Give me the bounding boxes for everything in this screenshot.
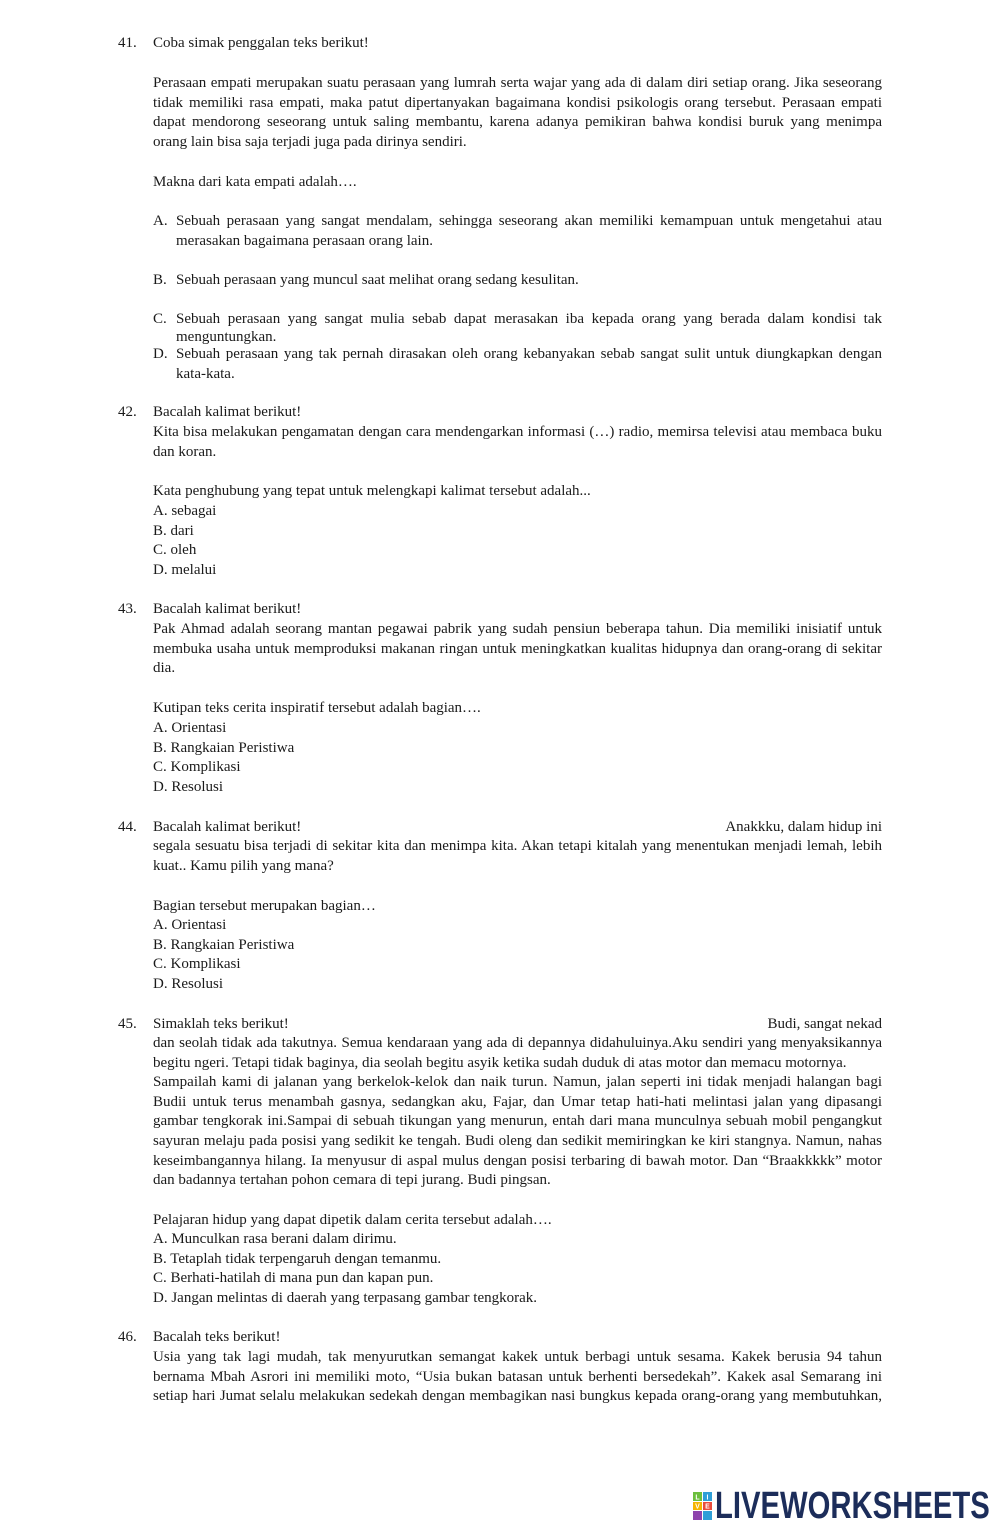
- option-line: Sebuah perasaan yang sangat mendalam, sehingga seseorang akan memiliki kemampuan untuk mengetahui atau: [176, 213, 882, 229]
- passage-line: Sampailah kami di jalanan yang berkelok-kelok dan naik turun. Namun, jalan seperti ini tidak menjadi halangan bagi: [153, 1074, 882, 1091]
- passage-line: dan koran.: [153, 443, 217, 460]
- passage-line: gambar tengkorak ini.Sampai di sebuah tikungan yang menurun, entah dari mana munculnya sebuah mobil pengangkut: [153, 1113, 882, 1130]
- svg-text:I: I: [706, 1494, 709, 1502]
- options-list: [153, 1230, 882, 1308]
- passage-line: dan seolah tidak ada takutnya. Semua kendaraan yang ada di depannya didahuluinya.Aku sendiri yang menyaksikannya: [153, 1035, 882, 1051]
- passage-line: Pak Ahmad adalah seorang mantan pegawai pabrik yang sudah pensiun beberapa tahun. Dia memiliki inisiatif untuk: [153, 621, 882, 637]
- liveworksheets-logo-icon: [693, 1492, 713, 1520]
- svg-text:E: E: [705, 1503, 710, 1511]
- passage-line: Kita bisa melakukan pengamatan dengan cara mendengarkan informasi (…) radio, memirsa televisi atau membaca buku: [153, 424, 882, 440]
- passage: [153, 837, 882, 876]
- option-line: kata-kata.: [176, 365, 235, 382]
- question-number: 43.: [118, 601, 137, 617]
- passage-line: Budii untuk terus menambah gasnya, sedangkan aku, Fajar, dan Umar tetap hati-hati melintasi jalan yang dipasangi: [153, 1093, 882, 1110]
- option-a: [153, 212, 882, 251]
- options-list: [153, 502, 882, 580]
- question-prompt: Makna dari kata empati adalah….: [153, 174, 357, 190]
- question-title: Bacalah kalimat berikut!: [153, 819, 302, 835]
- logo-wordmark: LIVEWORKSHEETS: [715, 1485, 990, 1527]
- question-number: 44.: [118, 819, 137, 835]
- option-b: B. Rangkaian Peristiwa: [153, 739, 295, 756]
- option-a: A. Orientasi: [153, 917, 227, 933]
- option-a: A. Munculkan rasa berani dalam dirimu.: [153, 1231, 397, 1247]
- passage: [153, 423, 882, 462]
- passage: [153, 1348, 882, 1407]
- options-list: [153, 916, 882, 994]
- option-letter: B.: [153, 272, 167, 288]
- passage-opening: Anakkku, dalam hidup ini: [725, 819, 882, 835]
- question-prompt: Kutipan teks cerita inspiratif tersebut adalah bagian….: [153, 700, 481, 716]
- question-title: Coba simak penggalan teks berikut!: [153, 35, 369, 51]
- svg-text:L: L: [695, 1494, 700, 1502]
- option-b: B. dari: [153, 522, 194, 539]
- passage-opening: Budi, sangat nekad: [767, 1016, 882, 1032]
- passage-line: dia.: [153, 660, 176, 677]
- option-b: B. Tetaplah tidak terpengaruh dengan temanmu.: [153, 1250, 442, 1267]
- option-c: C. Komplikasi: [153, 956, 241, 973]
- option-d: D. melalui: [153, 561, 217, 578]
- question-number: 46.: [118, 1329, 137, 1345]
- passage-line: bernama Mbah Asrori ini memiliki moto, “Usia bukan batasan untuk berhenti bersedekah”. Kakek asal Semarang ini: [153, 1368, 882, 1385]
- option-letter: A.: [153, 213, 168, 229]
- passage-line: keseimbangannya hilang. Ia menyusur di aspal mulus dengan posisi terbaring di bawah motor. Dan “Braakkkkk” motor: [153, 1152, 882, 1169]
- passage-line: begitu ngeri. Tetapi tidak baginya, dia seolah begitu asyik ketika sudah duduk di atas motor dan memacu motornya.: [153, 1054, 847, 1071]
- passage-line: tidak memiliki rasa empati, maka patut dipertanyakan bagaimana kondisi psikologis orang tersebut. Perasaan empati: [153, 94, 882, 111]
- option-c: C. oleh: [153, 542, 197, 559]
- option-line: menguntungkan.: [176, 328, 277, 345]
- passage: [153, 74, 882, 152]
- option-a: A. sebagai: [153, 503, 217, 519]
- option-line: merasakan bagaimana perasaan orang lain.: [176, 232, 433, 249]
- passage-line: kuat.. Kamu pilih yang mana?: [153, 857, 334, 874]
- question-prompt: Pelajaran hidup yang dapat dipetik dalam cerita tersebut adalah….: [153, 1212, 552, 1228]
- question-number: 42.: [118, 404, 137, 420]
- option-line: Sebuah perasaan yang tak pernah dirasakan oleh orang kebanyakan sebab sangat sulit untuk diungkapkan dengan: [176, 346, 882, 362]
- passage-line: Perasaan empati merupakan suatu perasaan yang lumrah serta wajar yang ada di dalam diri setiap orang. Jika seseorang: [153, 75, 882, 91]
- option-letter: D.: [153, 346, 168, 362]
- option-b: [153, 271, 882, 291]
- option-d: D. Resolusi: [153, 778, 224, 795]
- option-d: D. Resolusi: [153, 975, 224, 992]
- question-title: Bacalah kalimat berikut!: [153, 404, 302, 420]
- svg-text:V: V: [695, 1503, 700, 1511]
- passage: [153, 1034, 882, 1191]
- passage-line: membuka usaha untuk memproduksi makanan ringan untuk meningkatkan kualitas hidupnya dan orang-orang di sekitar: [153, 640, 882, 657]
- question-prompt: Kata penghubung yang tepat untuk melengkapi kalimat tersebut adalah...: [153, 483, 591, 499]
- passage-line: sayuran melaju pada posisi yang sedikit ke tengah. Budi oleng dan sedikit memiringkan ke kiri stangnya. Namun, nahas: [153, 1132, 882, 1149]
- option-line: Sebuah perasaan yang sangat mulia sebab dapat merasakan iba kepada orang yang berada dalam kondisi tak: [176, 311, 882, 327]
- option-line: Sebuah perasaan yang muncul saat melihat orang sedang kesulitan.: [176, 272, 579, 288]
- passage-line: Usia yang tak lagi mudah, tak menyurutkan semangat kakek untuk berbagi untuk sesama. Kakek berusia 94 tahun: [153, 1349, 882, 1365]
- question-title: Simaklah teks berikut!: [153, 1016, 289, 1032]
- passage-line: segala sesuatu bisa terjadi di sekitar kita dan menimpa kita. Akan tetapi kitalah yang menentukan menjadi lemah, lebih: [153, 838, 882, 854]
- option-d: [153, 345, 882, 384]
- passage: [153, 620, 882, 679]
- option-a: A. Orientasi: [153, 720, 227, 736]
- passage-line: dapat mendorong seseorang untuk saling membantu, karena adanya pemikiran bahwa kondisi buruk yang menimpa: [153, 114, 882, 131]
- option-c: C. Berhati-hatilah di mana pun dan kapan pun.: [153, 1270, 434, 1287]
- option-b: B. Rangkaian Peristiwa: [153, 936, 295, 953]
- question-title: Bacalah teks berikut!: [153, 1329, 281, 1345]
- passage-line: orang lain bisa saja terjadi juga pada dirinya sendiri.: [153, 133, 467, 150]
- question-prompt: Bagian tersebut merupakan bagian…: [153, 898, 376, 914]
- option-d: D. Jangan melintas di daerah yang terpasang gambar tengkorak.: [153, 1289, 538, 1306]
- question-number: 41.: [118, 35, 137, 51]
- passage-line: setiap hari Jumat selalu melakukan sedekah dengan membagikan nasi bungkus kepada orang-orang yang membutuhkan,: [153, 1388, 882, 1405]
- options-list: [153, 719, 882, 797]
- option-letter: C.: [153, 311, 167, 327]
- question-title: Bacalah kalimat berikut!: [153, 601, 302, 617]
- option-c: [153, 310, 882, 347]
- option-c: C. Komplikasi: [153, 759, 241, 776]
- passage-line: dan badannya tertahan pohon cemara di tepi jurang. Budi pingsan.: [153, 1172, 551, 1189]
- question-number: 45.: [118, 1016, 137, 1032]
